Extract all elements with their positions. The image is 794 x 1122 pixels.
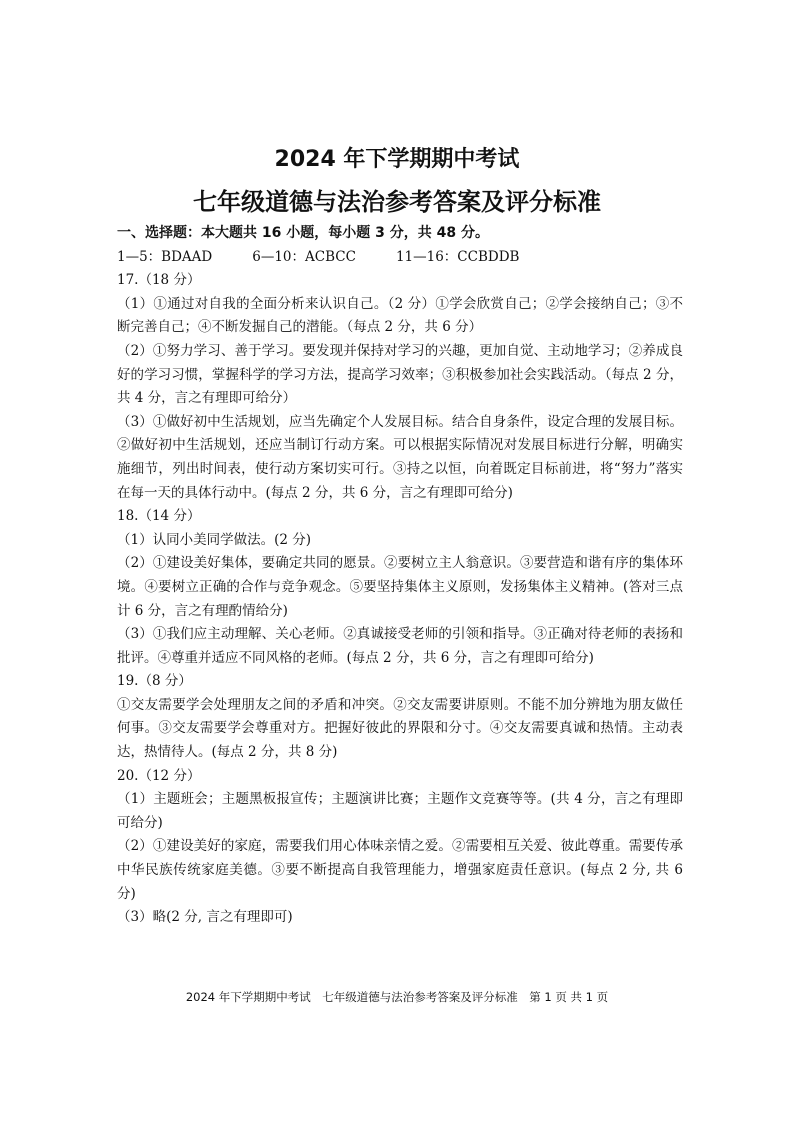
multiple-choice-answers [117,246,683,270]
question-17-heading: 17.（18 分） [117,272,201,289]
answer-content [117,222,683,930]
question-18-part-2: （2）①建设美好集体，要确定共同的愿景。②要树立主人翁意识。③要营造和谐有序的集体环境。④要树立正确的合作与竞争观念。⑤要坚持集体主义原则，发扬集体主义精神。(答对三点计 6 分，言之有理酌情给分) [117,555,683,619]
answer-group-3: 11—16：CCBDDB [395,248,520,265]
exam-title: 2024 年下学期期中考试 [274,147,520,172]
question-19-answer: ①交友需要学会处理朋友之间的矛盾和冲突。②交友需要讲原则。不能不加分辨地为朋友做任何事。③交友需要学会尊重对方。把握好彼此的界限和分寸。④交友需要真诚和热情。主动表达，热情待人。(每点 2 分，共 8 分) [117,696,683,761]
question-20-part-3: （3）略(2 分, 言之有理即可) [117,909,293,926]
question-20-part-1: （1）主题班会；主题黑板报宣传；主题演讲比赛；主题作文竞赛等等。(共 4 分，言之有理即可给分) [117,791,683,831]
question-17-part-3: （3）①做好初中生活规划，应当先确定个人发展目标。结合自身条件，设定合理的发展目标。②做好初中生活规划，还应当制订行动方案。可以根据实际情况对发展目标进行分解，明确实施细节，列出时间表，使行动方案切实可行。③持之以恒，向着既定目标前进，将“努力”落实在每一天的具体行动中。(每点 2 分，共 6 分，言之有理即可给分) [117,413,683,501]
question-18-heading: 18.（14 分） [117,508,201,525]
question-20-part-2: （2）①建设美好的家庭，需要我们用心体味亲情之爱。②需要相互关爱、彼此尊重。需要传承中华民族传统家庭美德。③要不断提高自我管理能力，增强家庭责任意识。(每点 2 分, 共 6 分) [117,838,683,902]
question-18-part-1: （1）认同小美同学做法。(2 分) [117,531,312,548]
question-19-heading: 19.（8 分） [117,673,192,690]
question-18-part-3: （3）①我们应主动理解、关心老师。②真诚接受老师的引领和指导。③正确对待老师的表扬和批评。④尊重并适应不同风格的老师。(每点 2 分，共 6 分，言之有理即可给分) [117,626,683,666]
question-17-part-1: （1）①通过对自我的全面分析来认识自己。（2 分）①学会欣赏自己；②学会接纳自己；③不断完善自己；④不断发掘自己的潜能。（每点 2 分，共 6 分） [117,295,683,336]
question-17-part-2: （2）①努力学习、善于学习。要发现并保持对学习的兴趣，更加自觉、主动地学习；②养成良好的学习习惯，掌握科学的学习方法，提高学习效率；③积极参加社会实践活动。（每点 2 分，共 4 分，言之有理即可给分） [117,342,683,407]
answer-group-2: 6—10：ACBCC [252,248,356,265]
document-title: 七年级道德与法治参考答案及评分标准 [193,188,601,216]
answer-group-1: 1—5：BDAAD [117,248,213,265]
section-heading-multiple-choice: 一、选择题：本大题共 16 小题，每小题 3 分，共 48 分。 [117,225,489,241]
page-footer: 2024 年下学期期中考试 七年级道德与法治参考答案及评分标准 第 1 页 共 1 页 [185,990,609,1004]
question-20-heading: 20.（12 分） [117,767,201,784]
